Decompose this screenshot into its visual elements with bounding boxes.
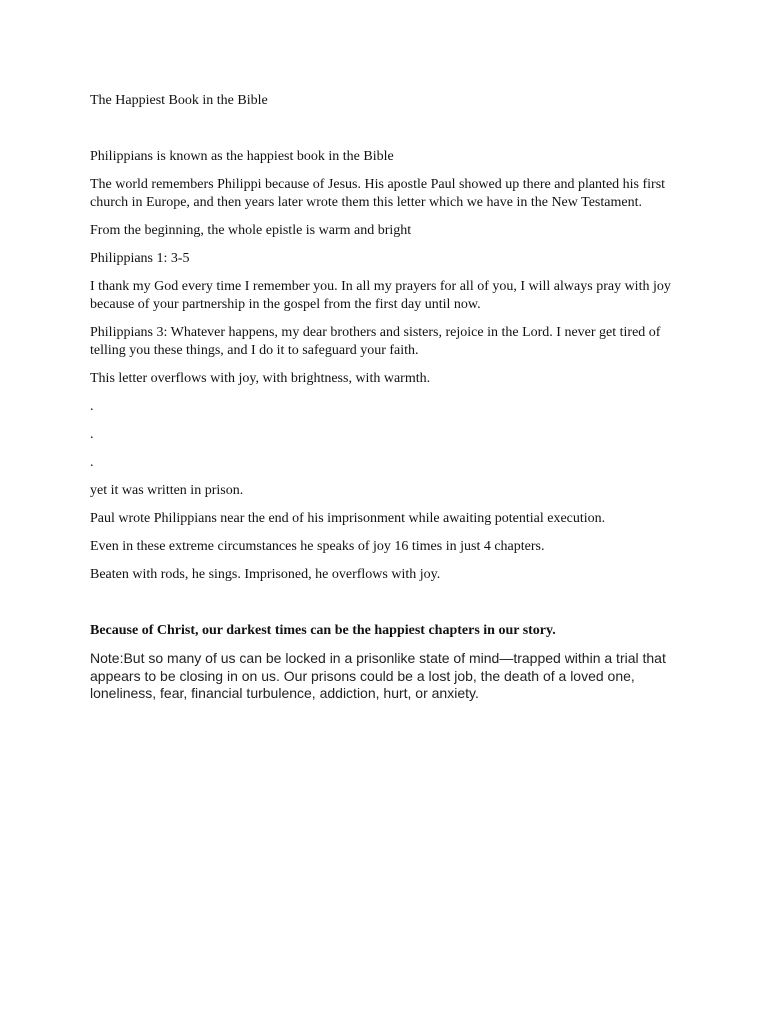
paragraph-beaten: Beaten with rods, he sings. Imprisoned, he overflows with joy. <box>90 567 441 582</box>
paragraph-philippians-3: Philippians 3: Whatever happens, my dear brothers and sisters, rejoice in the Lord. I never get tired of telling you these things, and I do it to safeguard your faith. <box>90 325 661 358</box>
ellipsis-dot-3: . <box>90 455 94 470</box>
paragraph-warm-bright: From the beginning, the whole epistle is warm and bright <box>90 223 412 238</box>
paragraph-imprisonment: Paul wrote Philippians near the end of his imprisonment while awaiting potential execution. <box>90 511 606 526</box>
paragraph-philippi: The world remembers Philippi because of Jesus. His apostle Paul showed up there and planted his first church in Europe, and then years later wrote them this letter which we have in the New Testament. <box>90 177 666 210</box>
document-body <box>90 92 680 703</box>
ellipsis-dot-1: . <box>90 399 94 414</box>
paragraph-intro: Philippians is known as the happiest book in the Bible <box>90 149 394 164</box>
paragraph-overflows: This letter overflows with joy, with brightness, with warmth. <box>90 371 431 386</box>
ellipsis-dot-2: . <box>90 427 94 442</box>
bold-statement: Because of Christ, our darkest times can be the happiest chapters in our story. <box>90 623 556 638</box>
paragraph-joy-count: Even in these extreme circumstances he speaks of joy 16 times in just 4 chapters. <box>90 539 545 554</box>
document-title: The Happiest Book in the Bible <box>90 93 268 108</box>
paragraph-prison: yet it was written in prison. <box>90 483 244 498</box>
paragraph-verse-reference: Philippians 1: 3-5 <box>90 251 190 266</box>
note-paragraph: Note:But so many of us can be locked in a prisonlike state of mind—trapped within a trial that appears to be closing in on us. Our prisons could be a lost job, the death of a loved one, loneliness, fear, financial turbulence, addiction, hurt, or anxiety. <box>90 650 666 701</box>
paragraph-verse-text: I thank my God every time I remember you. In all my prayers for all of you, I will always pray with joy because of your partnership in the gospel from the first day until now. <box>90 279 671 312</box>
